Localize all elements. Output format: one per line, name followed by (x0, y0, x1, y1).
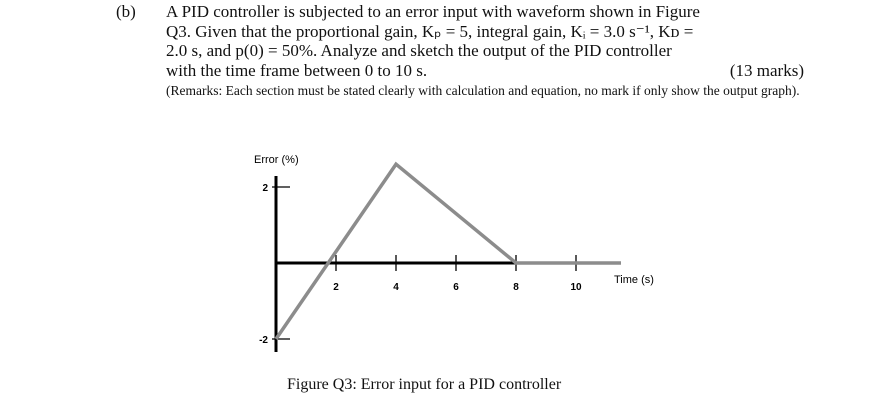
question-line-2: Q3. Given that the proportional gain, Kₚ = 5, integral gain, Kᵢ = 3.0 s⁻¹, Kᴅ = (166, 21, 694, 41)
question-line-3: 2.0 s, and p(0) = 50%. Analyze and sketch the output of the PID controller (166, 41, 672, 60)
question-last-line: with the time frame between 0 to 10 s. (166, 60, 428, 80)
x-tick-label: 10 (570, 282, 582, 293)
x-tick-label: 4 (393, 282, 399, 293)
chart-labels (254, 154, 654, 286)
figure-caption: Figure Q3: Error input for a PID controller (287, 376, 562, 393)
marks-label: (13 marks) (729, 60, 804, 80)
x-axis-label: Time (s) (614, 274, 654, 286)
x-tick-label: 8 (513, 282, 519, 293)
chart-series (276, 164, 621, 339)
remarks-text: (Remarks: Each section must be stated clearly with calculation and equation, no mark if only show the output graph). (166, 83, 800, 98)
question-label: (b) (116, 2, 136, 21)
y-tick-label: 2 (262, 183, 268, 194)
y-axis-label: Error (%) (254, 154, 299, 166)
y-tick-label: -2 (259, 335, 268, 346)
error-signal-line (276, 164, 621, 339)
x-tick-label: 2 (333, 282, 339, 293)
question-line-1: A PID controller is subjected to an error input with waveform shown in Figure (166, 2, 700, 21)
x-tick-label: 6 (453, 282, 459, 293)
